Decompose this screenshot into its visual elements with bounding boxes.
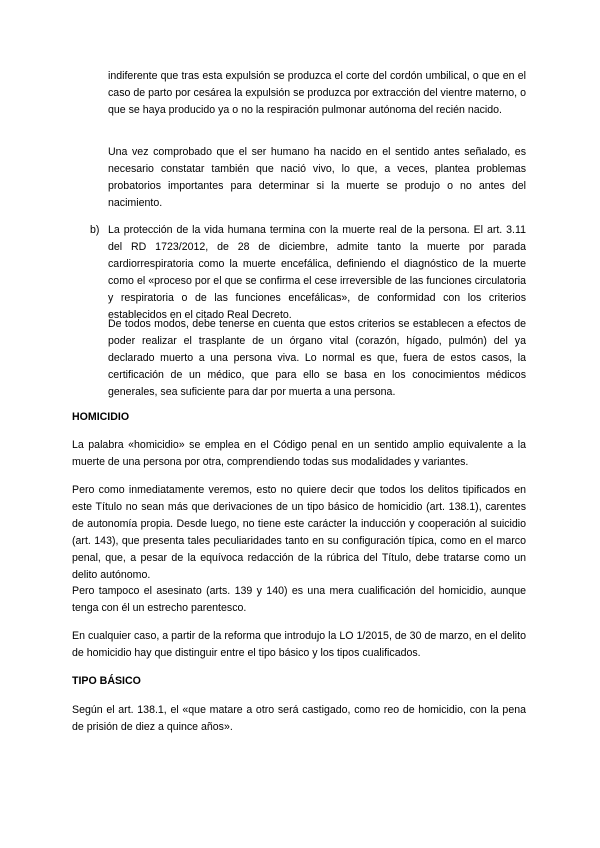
paragraph-reform-lo-2015: En cualquier caso, a partir de la reforma que introdujo la LO 1/2015, de 30 de marzo, en el delito de homicidio hay que distinguir entre el tipo básico y los tipos cualificados. [72,630,526,659]
paragraph-transplant-criteria: De todos modos, debe tenerse en cuenta que estos criterios se establecen a efectos de poder realizar el trasplante de un órgano vital (corazón, hígado, pulmón) del ya declarado muerto a una persona viva. Lo normal es que, fuera de estos casos, la certificación de un médico, que para ello se basa en los conocimientos médicos generales, sea suficiente para dar por muerta a una persona. [108,318,526,398]
paragraph-end-of-life: La protección de la vida humana termina con la muerte real de la persona. El art. 3.11 del RD 1723/2012, de 28 de diciembre, admite tanto la muerte por parada cardiorrespiratoria como la muerte encefálica, definiendo el diagnóstico de la muerte como el «proceso por el que se confirma el cese irreversible de las funciones circulatoria y respiratoria o de las funciones encefálicas», de conformidad con los criterios establecidos en el citado Real Decreto. [108,224,526,321]
paragraph-autonomous-crimes: Pero como inmediatamente veremos, esto no quiere decir que todos los delitos tipificados en este Título no sean más que derivaciones de un tipo básico de homicidio (art. 138.1), carentes de autonomía propia. Desde luego, no tiene este carácter la inducción y cooperación al suicidio (art. 143), que presenta tales peculiaridades tanto en su configuración típica, como en el marco penal, que, a pesar de la equívoca redacción de la rúbrica del Título, debe tratarse como un delito autónomo. [72,484,526,581]
list-marker-b: b) [90,224,100,236]
heading-homicidio: HOMICIDIO [72,411,130,423]
paragraph-born-alive: Una vez comprobado que el ser humano ha nacido en el sentido antes señalado, es necesario constatar también que nació vivo, lo que, a veces, plantea problemas probatorios importantes para determinar si la muerte se produjo o no antes del nacimiento. [108,146,526,209]
heading-tipo-basico: TIPO BÁSICO [72,675,141,687]
paragraph-birth-expulsion: indiferente que tras esta expulsión se produzca el corte del cordón umbilical, o que en el caso de parto por cesárea la expulsión se produzca por extracción del vientre materno, o que se haya producido ya o no la respiración pulmonar autónoma del recién nacido. [108,70,526,116]
paragraph-asesinato: Pero tampoco el asesinato (arts. 139 y 140) es una mera cualificación del homicidio, aunque tenga con él un estrecho parentesco. [72,585,526,614]
paragraph-art-138-1: Según el art. 138.1, el «que matare a otro será castigado, como reo de homicidio, con la pena de prisión de diez a quince años». [72,704,526,733]
paragraph-homicidio-definition: La palabra «homicidio» se emplea en el Código penal en un sentido amplio equivalente a la muerte de una persona por otra, comprendiendo todas sus modalidades y variantes. [72,439,526,468]
